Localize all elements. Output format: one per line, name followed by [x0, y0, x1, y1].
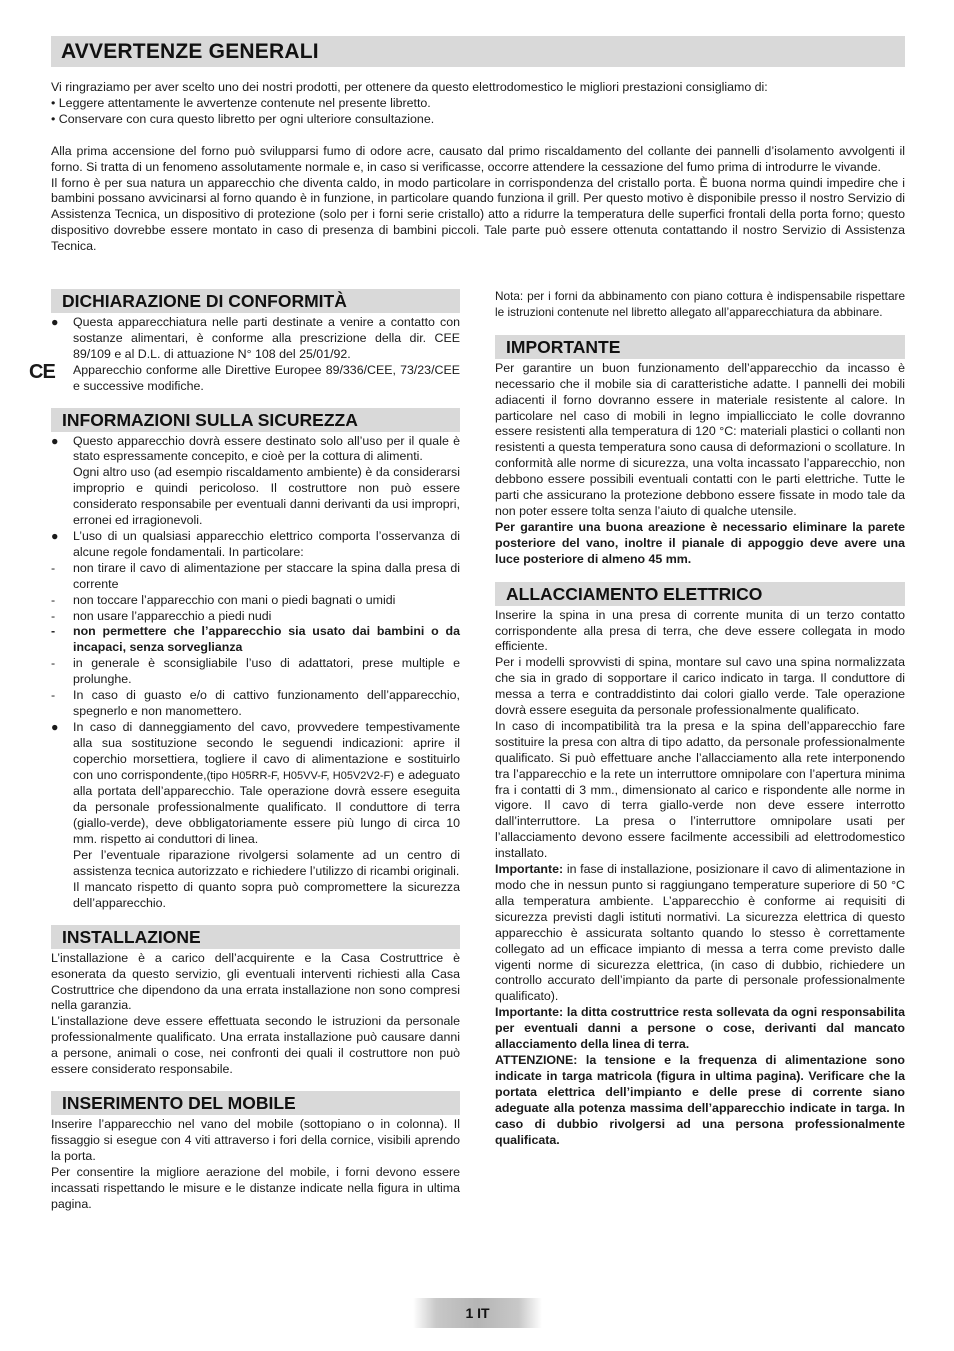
paragraph: Per garantire un buon funzionamento dell’apparecchio da incasso è necessario che il mobile sia di caratteristiche adatte. I pannelli dei mobili adiacenti il forno dovranno essere in materiale resistente al calore. In particolare nel caso di mobili in legno impiallicciato le colle dovranno essere resistenti alla temperatura di 120 °C: materiali plastici o collanti non resistenti a questa temperatura sono causa di deformazioni o scollature. In conformità alle norme di sicurezza, una volta incassato l’apparecchio, non debbono essere possibili eventuali contatti con le parti elettriche. Tutte le parti che assicurano la protezione debbono essere fissate in modo tale da non poter essere tolta senza l’aiuto di qualche utensile.: [495, 360, 905, 518]
intro-paragraph: Alla prima accensione del forno può svilupparsi fumo di odore acre, causato dal primo riscaldamento del collante dei pannelli d’isolamento avvolgenti il forno. Si tratta di un fenomeno assolutamente normale e, in caso si verificasse, occorre attendere la cessazione del fumo prima di introdurre le vivande.: [51, 143, 905, 174]
dash-item: [51, 609, 460, 625]
dash-mark: -: [51, 608, 56, 623]
bullet-icon: ●: [51, 528, 59, 543]
list-item-text: L’uso di un qualsiasi apparecchio elettrico comporta l’osservanza di alcune regole fondamentali. In particolare:: [73, 528, 460, 559]
list-item-text: Per l’eventuale riparazione rivolgersi solamente ad un centro di assistenza tecnica autorizzato e richiedere l’utilizzo di ricambi originali.: [73, 848, 460, 878]
list-item-text: Questo apparecchio dovrà essere destinato solo all’uso per il quale è stato espressamente concepito, e cioè per la cottura di alimenti.: [73, 433, 460, 464]
paragraph: L’installazione è a carico dell’acquirente e la Casa Costruttrice è esonerata da questo servizio, gli eventuali interventi richiesti alla Casa Costruttrice che dipendono da una errata installazione non sono compresi nella garanzia.: [51, 950, 460, 1013]
dash-mark: -: [51, 592, 56, 607]
paragraph-bold: Per garantire una buona areazione è necessario eliminare la parete posteriore del vano, inoltre il pianale di appoggio deve avere una luce posteriore di almeno 45 mm.: [495, 519, 905, 566]
dash-mark: -: [51, 688, 56, 703]
section-heading-mobile: INSERIMENTO DEL MOBILE: [51, 1091, 460, 1115]
note-paragraph: Nota: per i forni da abbinamento con piano cottura è indispensabile rispettare le istruzioni contenute nel libretto allegato all’apparecchiatura da abbinare.: [495, 289, 905, 319]
spacer: [495, 321, 905, 335]
ce-mark-icon: CE: [29, 360, 55, 383]
dash-item: [51, 593, 460, 609]
right-column: [495, 289, 905, 1148]
paragraph: [495, 862, 905, 1005]
list-item-text: non toccare l’apparecchio con mani o piedi bagnati o umidi: [73, 592, 396, 607]
cable-types: (tipo H05RR-F, H05VV-F, H05V2V2-F): [206, 769, 394, 782]
list-item: [29, 360, 460, 395]
intro-paragraph: Vi ringraziamo per aver scelto uno dei nostri prodotti, per ottenere da questo elettrodomestico le migliori prestazioni consigliamo di:: [51, 80, 768, 94]
section-heading-importante: IMPORTANTE: [495, 335, 905, 359]
list-item-text: In caso di guasto e/o di cattivo funzionamento dell’apparecchio, spegnerlo e non manomettero.: [73, 688, 460, 718]
list-item: [51, 315, 460, 363]
dash-item: [51, 656, 460, 688]
dash-item: [51, 624, 460, 656]
intro-bullet: • Conservare con cura questo libretto per ogni ulteriore consultazione.: [51, 111, 435, 126]
paragraph: Per i modelli sprovvisti di spina, montare sul cavo una spina normalizzata che sia in grado di sopportare il carico indicato in targa. Il conduttore di messa a terra e contraddistinto dai colori giallo verde. Tale operazione dovrà essere eseguita da personale professionalmente qualificato.: [495, 655, 905, 718]
spacer: [51, 1078, 460, 1091]
list-item-text: Apparecchio conforme alle Direttive Europee 89/336/CEE, 73/23/CEE e successive modifiche.: [73, 362, 460, 393]
paragraph: Inserire la spina in una presa di corrente munita di un terzo contatto corrispondente alla presa di terra, che deve essere collegata in modo efficiente.: [495, 607, 905, 654]
paragraph-bold: ATTENZIONE: la tensione e la frequenza di alimentazione sono indicate in targa matricola (figura in ultima pagina). Verificare che la portata elettrica dell’impianto e delle prese di corrente siano adeguate alla potenza massima dell’apparecchio indicate in targa. In caso di dubbio rivolgersi ad una persona professionalmente qualificata.: [495, 1052, 905, 1147]
list-item-text: Ogni altro uso (ad esempio riscaldamento ambiente) è da considerarsi improprio e quindi pericoloso. Il costruttore non può essere considerato responsabile per eventuali danni derivanti da usi impropri, erronei ed irragionevoli.: [73, 465, 460, 528]
spacer: [51, 395, 460, 408]
spacer: [51, 912, 460, 925]
section-heading-conformita: DICHIARAZIONE DI CONFORMITÀ: [51, 289, 460, 313]
spacer: [495, 568, 905, 582]
bullet-icon: ●: [51, 315, 59, 329]
section-heading-sicurezza: INFORMAZIONI SULLA SICUREZZA: [51, 408, 460, 432]
paragraph-text: in fase di installazione, posizionare il cavo di alimentazione in modo che in nessun punto si raggiungano temperature superiore di 50 °C alla temperatura ambiente. L’apparecchio è conforme ai requisiti di sicurezza previsti dagli istituti normativi. La sicurezza elettrica di questo apparecchio è assicurata soltanto quando lo stesso è correttamente collegato ad un efficace impianto di messa a terra come previsto dalle vigenti norme di sicurezza elettrica, (in caso di dubbio, richiedere un controllo accurato dell’impianto da parte di personale professionalmente qualificato).: [495, 862, 905, 1004]
section-heading-installazione: INSTALLAZIONE: [51, 925, 460, 949]
list-item-text: non tirare il cavo di alimentazione per staccare la spina dalla presa di corrente: [73, 560, 460, 591]
dash-mark: -: [51, 624, 56, 639]
dash-mark: -: [51, 560, 56, 575]
list-item-text: In caso di danneggiamento del cavo, provvedere tempestivamente alla sua sostituzione secondo le seguendi indicazioni: aprire il coperchio morsettiera, togliere il cavo di alimentazione e sostituirlo con uno corrispondente,: [73, 719, 460, 782]
page-number: 1 IT: [413, 1298, 542, 1328]
list-item-text: Il mancato rispetto di quanto sopra può compromettere la sicurezza dell’apparecchio.: [73, 879, 460, 910]
page-title: AVVERTENZE GENERALI: [51, 36, 905, 67]
important-label: Importante:: [495, 862, 564, 877]
list-item-text: non usare l’apparecchio a piedi nudi: [73, 608, 272, 623]
bullet-icon: ●: [51, 719, 59, 734]
intro-bullet: • Leggere attentamente le avvertenze contenute nel presente libretto.: [51, 95, 431, 110]
paragraph-bold: Importante: la ditta costruttrice resta sollevata da ogni responsabilita per eventuali danni a persone o cose, derivanti dal mancato allacciamento della linea di terra.: [495, 1005, 905, 1052]
list-item-text: Questa apparecchiatura nelle parti destinate a venire a contatto con sostanze alimentari, è conforme alla prescrizione della dir. CEE 89/109 e al D.L. di attuazione N° 108 del 25/01/92.: [73, 315, 460, 361]
dash-mark: -: [51, 656, 56, 671]
list-item-text: non permettere che l’apparecchio sia usato dai bambini o da incapaci, senza sorveglianza: [73, 624, 460, 655]
paragraph: Inserire l’apparecchio nel vano del mobile (sottopiano o in colonna). Il fissaggio si esegue con 4 viti attraverso i fori della cornice, visibili aprendo la porta.: [51, 1116, 460, 1163]
list-item-continued: [51, 848, 460, 880]
list-item: [51, 720, 460, 848]
list-item: [51, 434, 460, 466]
dash-item: [51, 561, 460, 593]
left-column: [29, 289, 461, 1212]
list-item-continued: [51, 465, 460, 529]
list-item-text: e adeguato alla portata dell’apparecchio. Tale operazione dovrà essere eseguita da personale professionalmente qualificato. Il conduttore di terra (giallo-verde), deve obbligatoriamente essere più lungo di circa 10 mm. rispetto ai conduttori di linea.: [73, 767, 461, 847]
section-heading-allacciamento: ALLACCIAMENTO ELETTRICO: [495, 582, 905, 606]
intro-paragraph: Il forno è per sua natura un apparecchio che diventa caldo, in modo particolare in corrispondenza del cristallo porta. È buona norma quindi impedire che i bambini possano avvicinarsi al forno quando è in funzione, in particolare quando funziona il grill. Per questo motivo è disponibile presso il nostro Servizio di Assistenza Tecnica, un dispositivo di protezione (solo per i forni serie cristallo) atto a ridurre la temperatura delle superfici frontali della porta forno; questo dispositivo dovrebbe essere montato in caso di presenza di bambini piccoli. Tale parte può essere ottenuta contattando il nostro Servizio di Assistenza Tecnica.: [51, 175, 905, 254]
spacer: [51, 128, 905, 144]
list-item: [51, 529, 460, 561]
dash-item: [51, 688, 460, 720]
list-item-text: in generale è sconsigliabile l’uso di adattatori, prese multiple e prolunghe.: [73, 656, 460, 687]
list-item-continued: [51, 880, 460, 912]
intro-section: [51, 80, 905, 255]
bullet-icon: ●: [51, 433, 59, 448]
paragraph: L’installazione deve essere effettuata secondo le istruzioni da personale professionalmente qualificato. Una errata installazione può causare danni a persone, animali o cose, nei confronti dei quali il costruttore non può essere considerato responsabile.: [51, 1014, 460, 1077]
paragraph: Per consentire la migliore aerazione del mobile, i forni devono essere incassati rispettando le misure e le distanze indicate nella figura in ultima pagina.: [51, 1164, 460, 1211]
paragraph: In caso di incompatibilità tra la presa e la spina dell’apparecchio fare sostituire la presa con altra di tipo adatto, da personale professionalmente qualificato. Si può effettuare anche l’allacciamento alla rete interponendo tra l’apparecchio e la rete un interruttore omnipolare con l’apertura minima fra i contatti di 3 mm., dimensionato al carico e rispondente alle norme in vigore. Il cavo di terra giallo-verde non deve essere interrotto dall’interruttore. La presa o l’interruttore omnipolare usati per l’allacciamento devono essere facilmente accessibili ad elettrodomestico installato.: [495, 718, 905, 861]
